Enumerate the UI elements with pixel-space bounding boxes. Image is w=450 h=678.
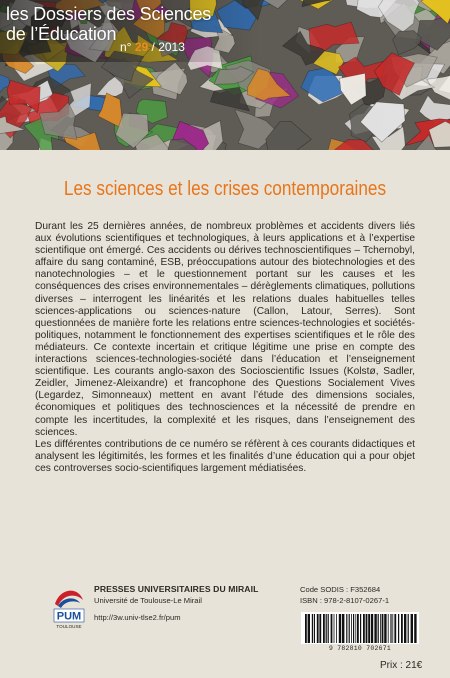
publisher-university: Université de Toulouse-Le Mirail xyxy=(94,596,202,605)
sodis-code: Code SODIS : F352684 xyxy=(300,585,381,594)
abstract xyxy=(35,221,415,475)
crushed-cans-photo xyxy=(0,0,450,150)
issue-number: 29 xyxy=(134,40,149,54)
barcode-digits: 9 782810 702671 xyxy=(328,645,392,652)
series-title-line2: de l’Éducation xyxy=(6,24,117,44)
issue-prefix: n° xyxy=(120,40,132,54)
abstract-paragraph-1: Durant les 25 dernières années, de nombreux problèmes et accidents divers liés aux évolutions scientifiques et technologiques, à leurs applications et à l’expertise scientifique ont émergé. Ces accidents ou dérives technoscientifiques – Tchernobyl, affaire du sang contaminé, ESB, préoccupations autour des biotechnologies et des nanotechnologies – et le questionnement portant sur les causes et les conséquences des crises environnementales – dérèglements climatiques, pollutions diverses – interrogent les linéarités et les relations duales habituelles telles sciences-applications ou sciences-nature (Callon, Latour, Serres). Sont questionnées de manière forte les relations entre sciences-technologies et sociétés-politiques, notamment le fonctionnement des expertises scientifiques et le rôle des médiateurs. Ce contexte incertain et critique légitime une prise en compte des interactions sciences-technologies-société dans l’éducation et l’enseignement scientifique. Les courants anglo-saxon des Socioscientific Issues (Kolstø, Sadler, Zeidler, Jimenez-Aleixandre) et francophone des Questions Socialement Vives (Legardez, Simonneaux) mettent en avant l’étude des dimensions sociales, économiques et politiques des technosciences et la nécessité de prendre en compte les incertitudes, la complexité et les risques, dans l’enseignement des sciences. xyxy=(35,221,415,438)
publisher-details xyxy=(94,584,294,623)
codes-block xyxy=(300,584,430,606)
pum-logo-text: PUM xyxy=(56,610,82,623)
pum-logo-icon xyxy=(52,584,86,630)
abstract-paragraph-2: Les différentes contributions de ce numéro se réfèrent à ces courants didactiques et analysent les légitimités, les formes et les finalités d’une éducation qui a pour objet ces controverses socio-scientifiques largement médiatisées. xyxy=(35,438,415,474)
issue-label xyxy=(120,40,185,54)
publisher-url: http://3w.univ-tlse2.fr/pum xyxy=(94,613,181,622)
publisher-block xyxy=(52,584,282,632)
publisher-name: PRESSES UNIVERSITAIRES DU MIRAIL xyxy=(94,584,259,594)
pum-logo-subtext: TOULOUSE xyxy=(56,624,82,629)
series-title-line1: les Dossiers des Sciences xyxy=(6,4,212,24)
isbn-code: ISBN : 978-2-8107-0267-1 xyxy=(300,596,390,605)
main-title: Les sciences et les crises contemporaines xyxy=(63,178,387,200)
isbn-barcode xyxy=(301,612,419,644)
issue-year: / 2013 xyxy=(151,40,185,54)
series-title xyxy=(6,4,211,44)
price: Prix : 21€ xyxy=(380,660,423,671)
